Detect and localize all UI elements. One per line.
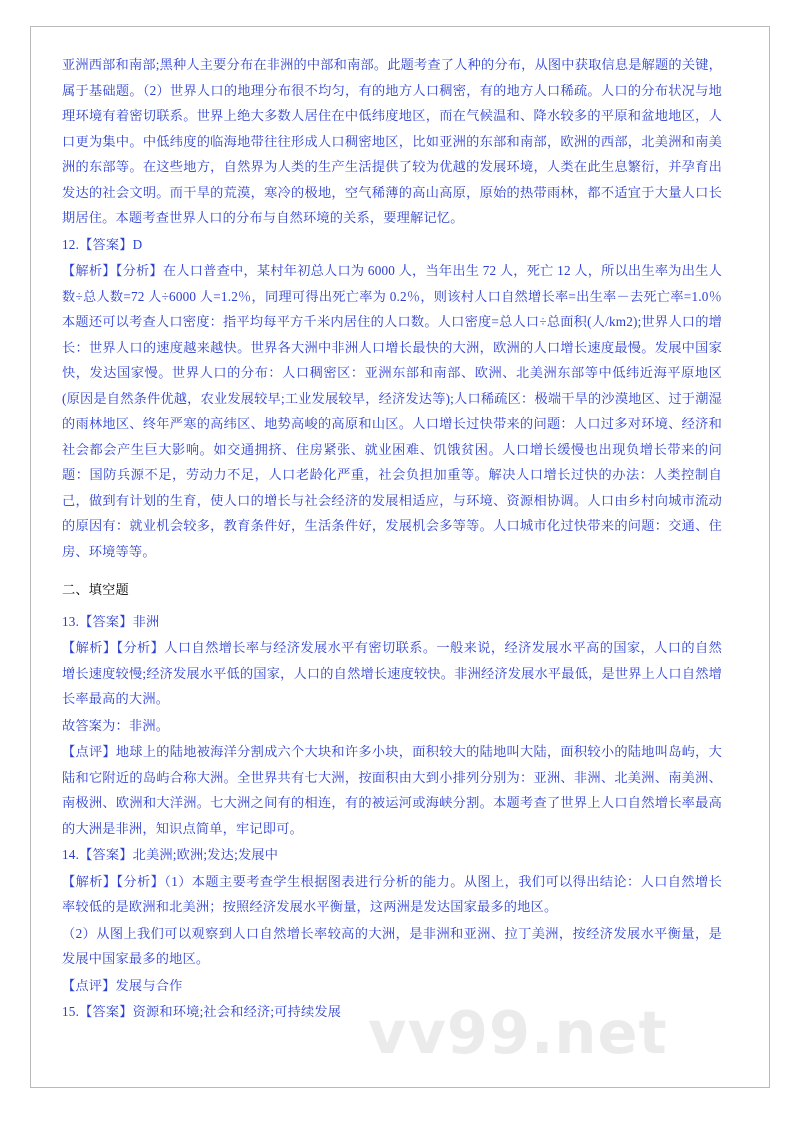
paragraph-continuation: 亚洲西部和南部;黑种人主要分布在非洲的中部和南部。此题考查了人种的分布，从图中获取信息是解题的关键，属于基础题。（2）世界人口的地理分布很不均匀，有的地方人口稠密，有的地方人口稀疏。人口的分布状况与地理环境有着密切联系。世界上绝大多数人居住在中低纬度地区，而在气候温和、降水较多的平原和盆地地区，人口更为集中。中低纬度的临海地带往往形成人口稠密地区，比如亚洲的东部和南部，欧洲的西部，北美洲和南美洲的东部等。在这些地方，自然界为人类的生产生活提供了较为优越的发展环境，人类在此生息繁衍，并孕育出发达的社会文明。而干旱的荒漠，寒冷的极地，空气稀薄的高山高原，原始的热带雨林，都不适宜于大量人口长期居住。本题考查世界人口的分布与自然环境的关系，要理解记忆。 [62,57,722,225]
spacer [62,565,722,577]
section-2-title: 二、填空题 [62,582,129,597]
question-12-analysis: 【解析】【分析】在人口普查中，某村年初总人口为 6000 人，当年出生 72 人，死亡 12 人，所以出生率为出生人数÷总人数=72 人÷6000 人=1.2％，同理可得出死亡率为 0.2％，则该村人口自然增长率=出生率－去死亡率=1.0％ 本题还可以考查人口密度：指平均每平方千米内居住的人口数。人口密度=总人口÷总面积(人/km2);世界人口的增长：世界人口的速度越来越快。世界各大洲中非洲人口增长最快的大洲，欧洲的人口增长速度最慢。发展中国家快，发达国家慢。世界人口的分布：人口稠密区：亚洲东部和南部、欧洲、北美洲东部等中低纬近海平原地区(原因是自然条件优越，农业发展较早;工业发展较早，经济发达等);人口稀疏区：极端干旱的沙漠地区、过于潮湿的雨林地区、终年严寒的高纬区、地势高峻的高原和山区。人口增长过快带来的问题：人口过多对环境、经济和社会都会产生巨大影响。如交通拥挤、住房紧张、就业困难、饥饿贫困。人口增长缓慢也出现负增长带来的问题：国防兵源不足，劳动力不足，人口老龄化严重，社会负担加重等。解决人口增长过快的办法：人类控制自己，做到有计划的生育，使人口的增长与社会经济的发展相适应，与环境、资源相协调。人口由乡村向城市流动的原因有：就业机会较多，教育条件好，生活条件好，发展机会多等等。人口城市化过快带来的问题：交通、住房、环境等等。 [62,263,722,559]
question-14-comment: 【点评】发展与合作 [62,977,183,993]
question-14-analysis-1: 【解析】【分析】（1）本题主要考查学生根据图表进行分析的能力。从图上，我们可以得出结论：人口自然增长率较低的是欧洲和北美洲；按照经济发展水平衡量，这两洲是发达国家最多的地区。 [62,873,722,914]
question-12-answer: 12.【答案】D [62,236,143,252]
watermark: vv99.net [368,998,668,1067]
document-content [62,52,722,1026]
question-13-answer: 13.【答案】非洲 [62,613,160,629]
question-13-analysis: 【解析】【分析】人口自然增长率与经济发展水平有密切联系。一般来说，经济发展水平高的国家，人口的自然增长速度较慢;经济发展水平低的国家，人口的自然增长速度较快。非洲经济发展水平最低，是世界上人口自然增长率最高的大洲。 [62,640,722,706]
question-13-comment: 【点评】地球上的陆地被海洋分割成六个大块和许多小块，面积较大的陆地叫大陆，面积较小的陆地叫岛屿，大陆和它附近的岛屿合称大洲。全世界共有七大洲，按面积由大到小排列分别为：亚洲、非洲、北美洲、南美洲、南极洲、欧洲和大洋洲。七大洲之间有的相连，有的被运河或海峡分割。本题考查了世界上人口自然增长率最高的大洲是非洲，知识点简单，牢记即可。 [62,744,722,836]
question-13-conclusion: 故答案为：非洲。 [62,717,170,733]
question-14-answer: 14.【答案】北美洲;欧洲;发达;发展中 [62,847,279,862]
question-15-answer: 15.【答案】资源和环境;社会和经济;可持续发展 [62,1004,342,1019]
question-14-analysis-2: （2）从图上我们可以观察到人口自然增长率较高的大洲，是非洲和亚洲、拉丁美洲，按经济发展水平衡量，是发展中国家最多的地区。 [62,925,722,966]
